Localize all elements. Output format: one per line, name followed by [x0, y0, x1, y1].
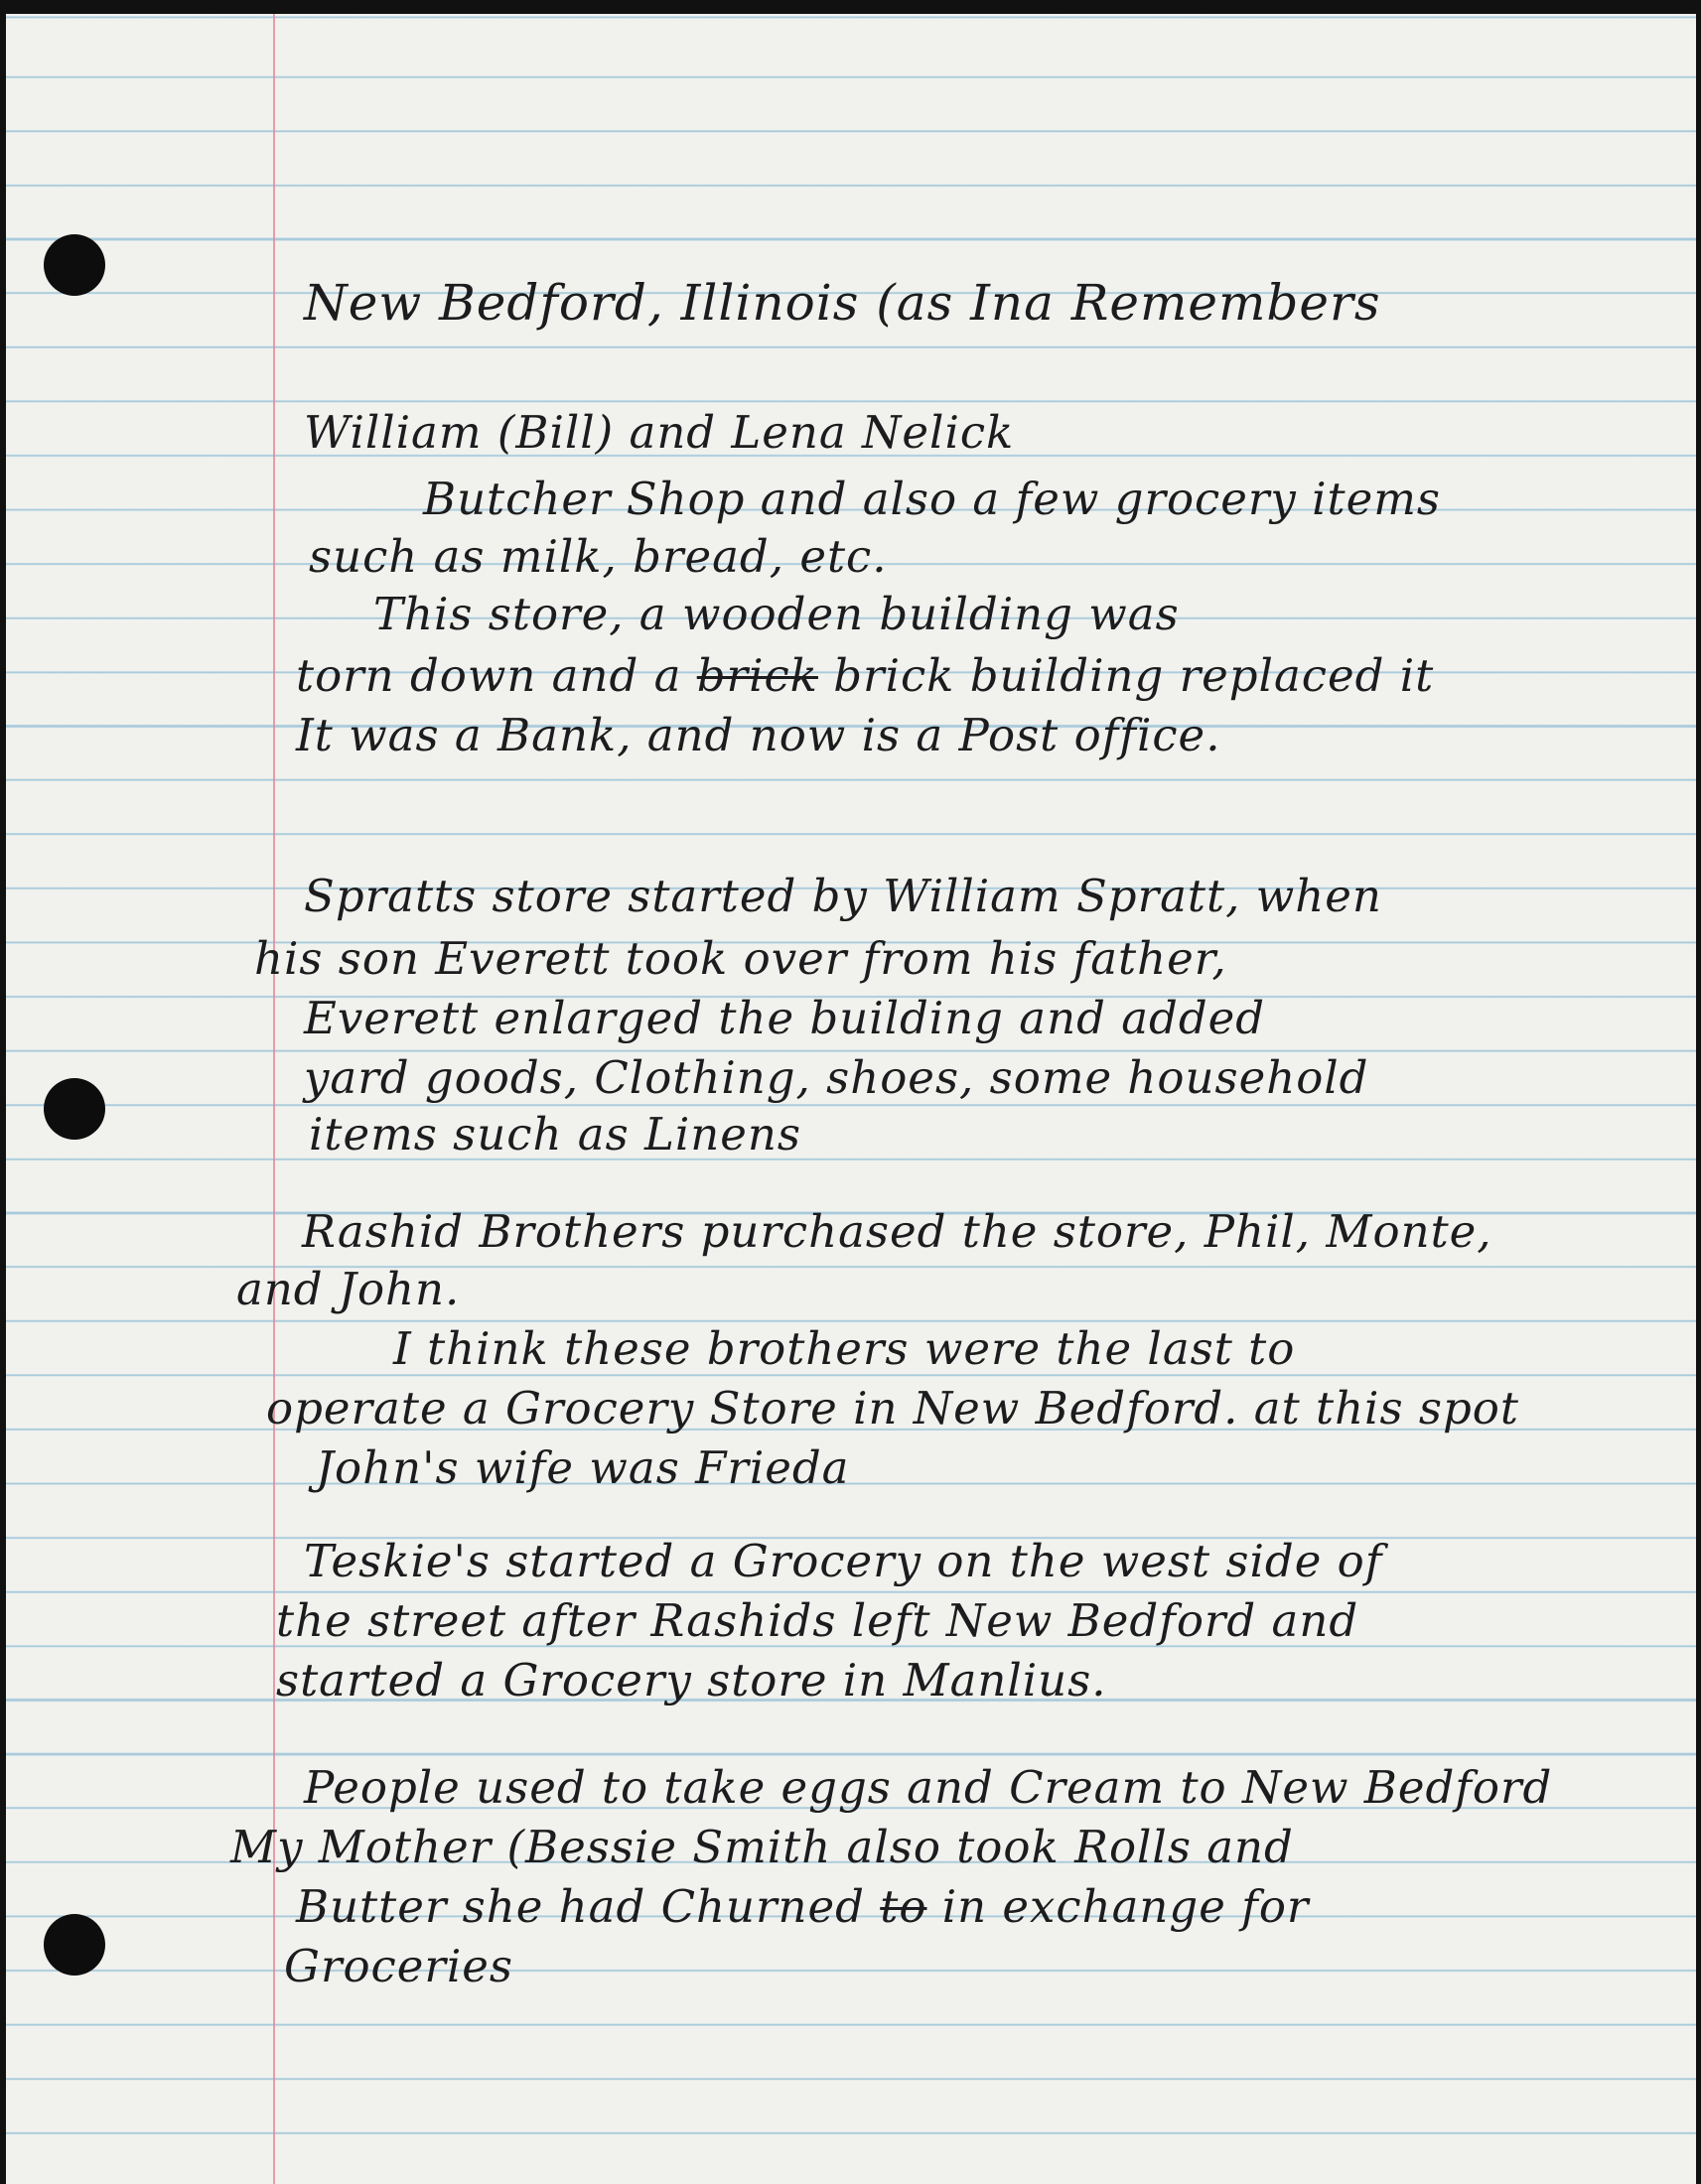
text-line: started a Grocery store in Manlius. [276, 1654, 1107, 1706]
text-line: People used to take eggs and Cream to New Bedford [304, 1761, 1553, 1814]
text-line: Everett enlarged the building and added [304, 992, 1266, 1044]
struck-word: brick [696, 649, 818, 702]
text-line: the street after Rashids left New Bedford and [276, 1594, 1359, 1647]
text-line: Groceries [284, 1940, 514, 1992]
text-line: Butcher Shop and also a few grocery items [423, 473, 1442, 525]
text-line: My Mother (Bessie Smith also took Rolls and [230, 1821, 1294, 1873]
page-title: New Bedford, Illinois (as Ina Remembers [304, 274, 1381, 332]
punch-hole [44, 234, 105, 296]
struck-word: to [880, 1880, 927, 1933]
text-segment: torn down and a [296, 649, 682, 702]
punch-hole [44, 1078, 105, 1140]
punch-hole [44, 1914, 105, 1976]
text-line: items such as Linens [309, 1108, 801, 1160]
text-line: John's wife was Frieda [316, 1441, 850, 1494]
text-line: his son Everett took over from his father, [254, 932, 1227, 985]
section-heading: William (Bill) and Lena Nelick [304, 406, 1015, 459]
text-segment: brick building replaced it [833, 649, 1435, 702]
text-line: yard goods, Clothing, shoes, some household [304, 1051, 1369, 1104]
text-line: Spratts store started by William Spratt, when [304, 870, 1382, 922]
text-line [296, 1880, 1309, 1933]
text-segment: Butter she had Churned [296, 1880, 865, 1933]
text-line: Rashid Brothers purchased the store, Phil, Monte, [302, 1205, 1492, 1258]
text-line: and John. [236, 1263, 461, 1315]
text-line: operate a Grocery Store in New Bedford. at this spot [266, 1382, 1519, 1434]
text-line: It was a Bank, and now is a Post office. [296, 709, 1221, 761]
notebook-page [6, 14, 1696, 2184]
text-line [296, 649, 1434, 702]
text-line: Teskie's started a Grocery on the west side of [304, 1535, 1383, 1587]
text-line: I think these brothers were the last to [393, 1322, 1296, 1375]
text-line: such as milk, bread, etc. [309, 530, 888, 583]
text-segment: in exchange for [941, 1880, 1310, 1933]
text-line: This store, a wooden building was [373, 588, 1180, 640]
